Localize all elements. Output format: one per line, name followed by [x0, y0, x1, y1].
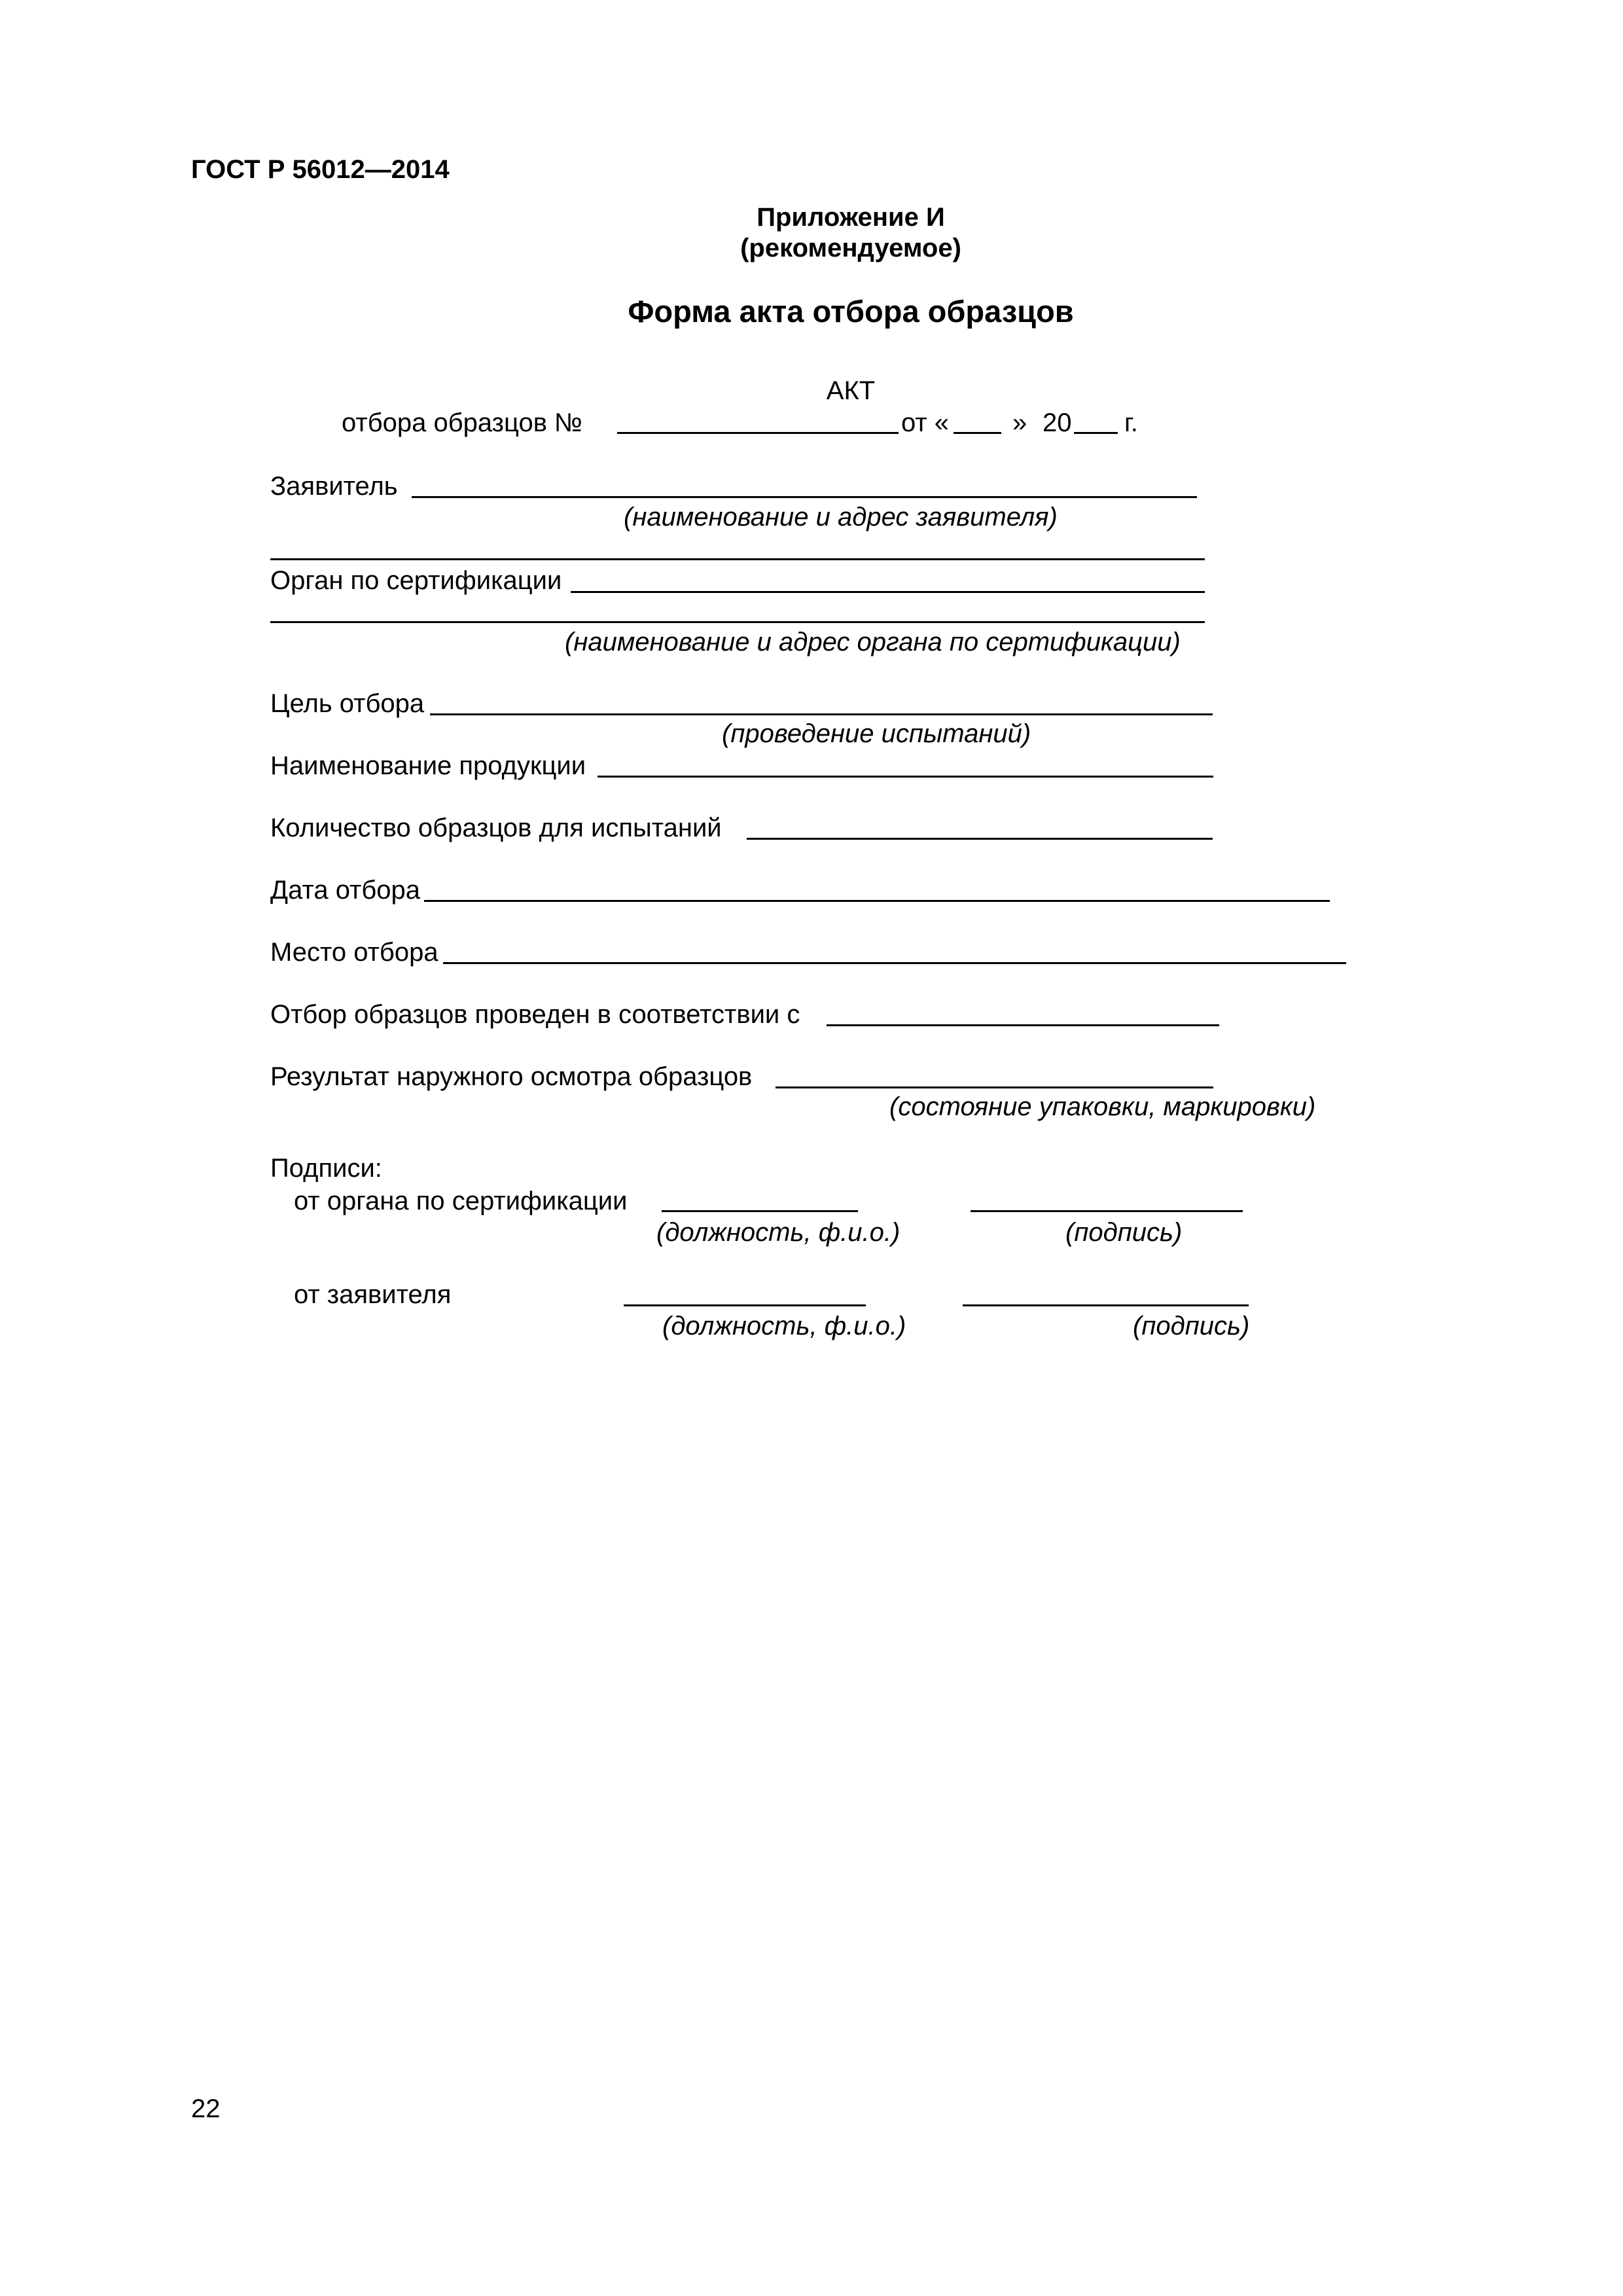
quantity-label: Количество образцов для испытаний	[270, 814, 722, 842]
appendix-status: (рекомендуемое)	[740, 234, 961, 262]
cert-body-label: Орган по сертификации	[270, 566, 562, 595]
act-date-from: от «	[901, 408, 950, 437]
cert-body-hint: (наименование и адрес органа по сертификации)	[565, 628, 1181, 656]
appendix-title: Приложение И	[757, 203, 945, 232]
inspection-field[interactable]	[776, 1086, 1213, 1088]
inspection-label: Результат наружного осмотра образцов	[270, 1062, 753, 1091]
act-day-field[interactable]	[954, 432, 1001, 434]
sig-applicant-position-hint: (должность, ф.и.о.)	[662, 1312, 906, 1340]
sig-applicant-signature-field[interactable]	[963, 1304, 1249, 1306]
purpose-label: Цель отбора	[270, 689, 425, 718]
sig-applicant-position-field[interactable]	[624, 1304, 866, 1306]
product-label: Наименование продукции	[270, 751, 586, 780]
act-number-label: отбора образцов №	[342, 408, 582, 437]
date-label: Дата отбора	[270, 876, 421, 905]
place-field[interactable]	[443, 962, 1346, 964]
act-number-field[interactable]	[617, 432, 899, 434]
compliance-field[interactable]	[827, 1024, 1219, 1026]
standard-header: ГОСТ Р 56012—2014	[191, 155, 450, 184]
inspection-hint: (состояние упаковки, маркировки)	[889, 1092, 1316, 1121]
place-label: Место отбора	[270, 938, 438, 967]
sig-cert-body-position-field[interactable]	[662, 1210, 858, 1212]
sig-applicant-label: от заявителя	[294, 1280, 452, 1309]
sig-cert-body-signature-hint: (подпись)	[1065, 1218, 1183, 1247]
act-year-field[interactable]	[1074, 432, 1118, 434]
purpose-hint: (проведение испытаний)	[722, 719, 1031, 748]
signatures-title: Подписи:	[270, 1154, 382, 1183]
applicant-field-continuation[interactable]	[270, 558, 1205, 560]
quantity-field[interactable]	[747, 838, 1213, 840]
act-year-prefix: 20	[1043, 408, 1072, 437]
act-heading: АКТ	[826, 376, 876, 405]
act-date-quote-close: »	[1012, 408, 1027, 437]
applicant-field[interactable]	[412, 496, 1197, 498]
sig-cert-body-signature-field[interactable]	[971, 1210, 1243, 1212]
date-field[interactable]	[424, 900, 1330, 902]
product-field[interactable]	[597, 776, 1213, 778]
page-number: 22	[191, 2094, 221, 2123]
cert-body-field[interactable]	[571, 591, 1205, 593]
sig-cert-body-label: от органа по сертификации	[294, 1187, 628, 1215]
applicant-label: Заявитель	[270, 472, 398, 501]
form-title: Форма акта отбора образцов	[628, 294, 1074, 329]
purpose-field[interactable]	[430, 713, 1213, 715]
compliance-label: Отбор образцов проведен в соответствии с	[270, 1000, 800, 1029]
act-year-suffix: г.	[1124, 408, 1138, 437]
sig-applicant-signature-hint: (подпись)	[1133, 1312, 1250, 1340]
cert-body-field-continuation[interactable]	[270, 621, 1205, 623]
sig-cert-body-position-hint: (должность, ф.и.о.)	[656, 1218, 901, 1247]
applicant-hint: (наименование и адрес заявителя)	[624, 503, 1058, 531]
